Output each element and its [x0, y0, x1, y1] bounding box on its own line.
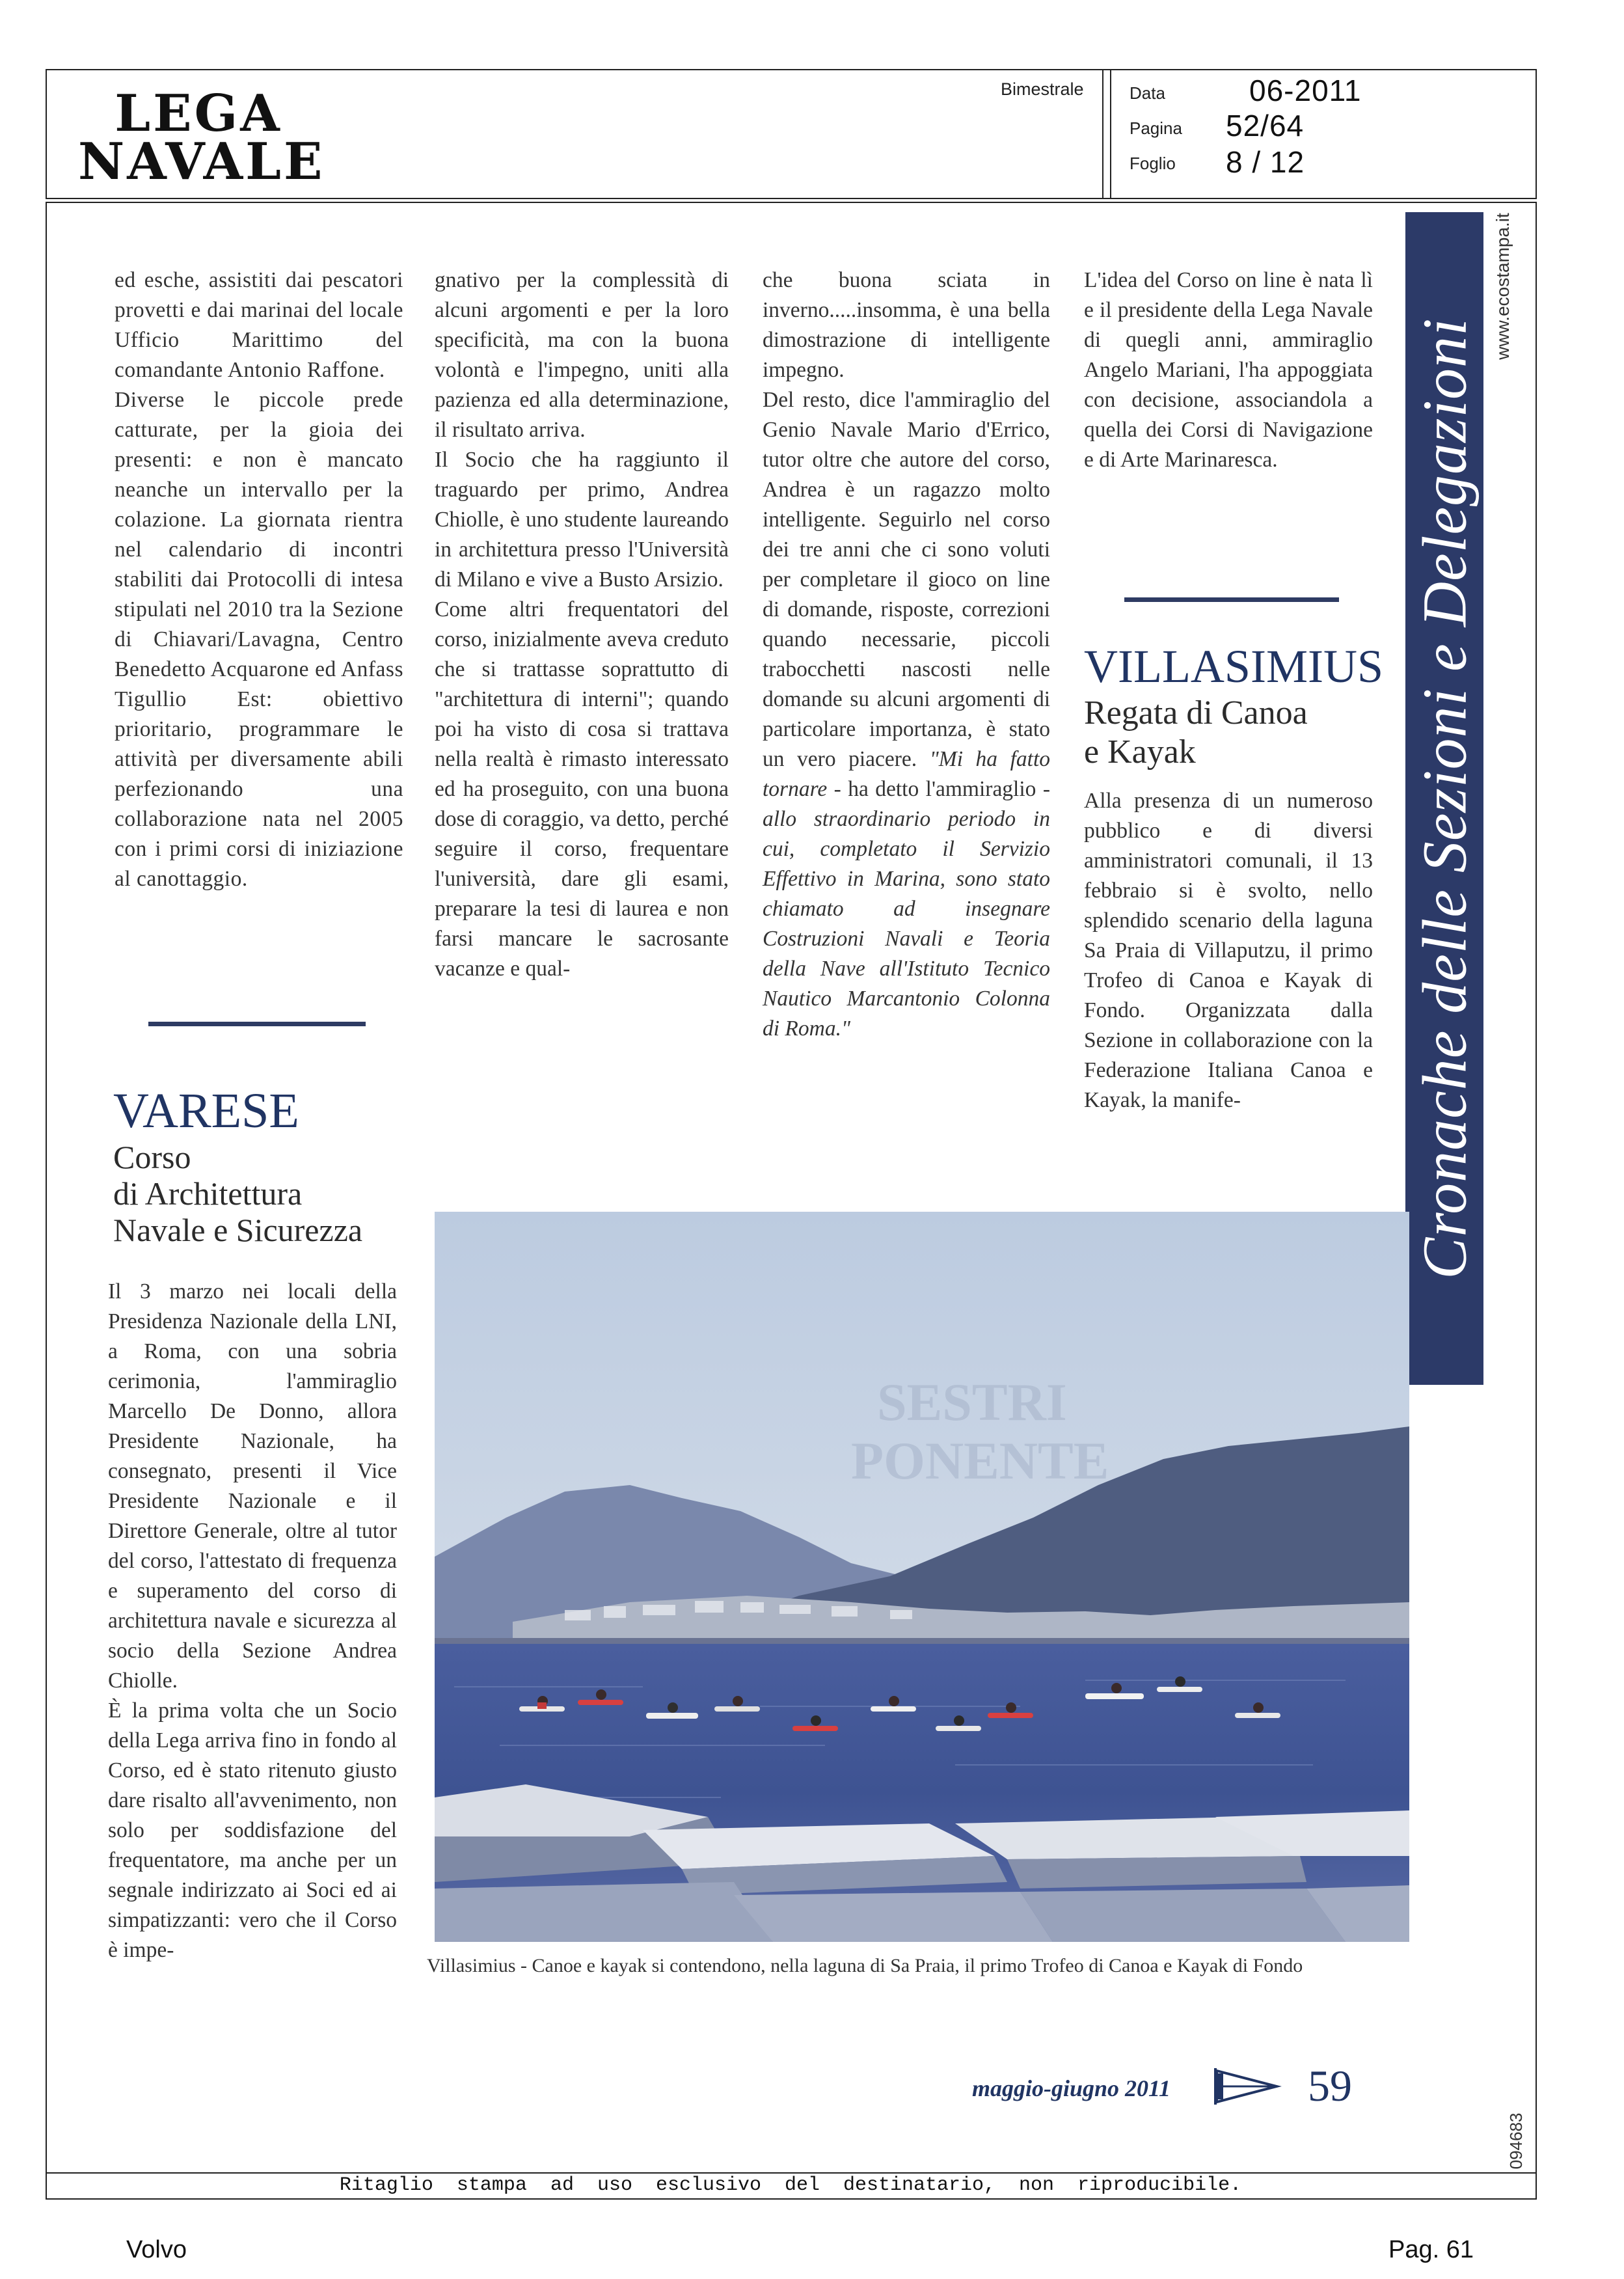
col2-para-3: Come altri frequentatori del corso, inizialmente aveva creduto che si trattasse soprattutto di "architettura di interni"; quando poi ha visto di cosa si trattava nella realtà è rimasto interessato ed ha proseguito, con una buona dose di coraggio, va detto, perché seguire il corso, frequentare l'università, dare gli esami, preparare la tesi di laurea e non farsi mancare le sacrosante vacanze e qual-	[435, 597, 729, 981]
varese-subtitle-line-2: di Architettura	[113, 1175, 303, 1212]
col1-para-2: Diverse le piccole prede catturate, per la gioia dei presenti: e non è mancato neanche un intervallo per la colazione. La giornata rientra nel calendario di incontri stabiliti dai Protocolli di intesa stipulati nel 2010 tra la Sezione di Chiavari/Lavagna, Centro Benedetto Acquarone ed Anfass Tigullio Est: obiettivo prioritario, programmare le attività per diversamente abili perfezionando una collaborazione nata nel 2005 con i primi corsi di iniziazione al canottaggio.	[115, 388, 403, 891]
column-2	[435, 266, 729, 984]
separator-rule-villasimius	[1124, 597, 1339, 602]
data-label: Data	[1130, 83, 1165, 103]
side-code-text: 094683	[1506, 2112, 1526, 2170]
column-4	[1084, 266, 1373, 475]
col4-para-1: L'idea del Corso on line è nata lì e il presidente della Lega Navale di quegli anni, ammiraglio Angelo Mariani, l'ha appoggiata con decisione, associandola a quella dei Corsi di Navigazione e di Arte Marinaresca.	[1084, 268, 1373, 472]
col3-para-2-text: Del resto, dice l'ammiraglio del Genio Navale Mario d'Errico, tutor oltre che autore del corso, Andrea è un ragazzo molto intelligente. Seguirlo nel corso dei tre anni che ci sono voluti per completare il gioco on line di domande, risposte, correzioni quando necessarie, piccoli trabocchetti nascosti nelle domande su alcuni argomenti di particolare importanza, è stato un vero piacere.	[763, 388, 1050, 771]
varese-body-para-2: È la prima volta che un Socio della Lega arriva fino in fondo al Corso, ed è stato ritenuto giusto dare risalto all'avvenimento, non solo per soddisfazione del frequentatore, ma anche per un segnale indirizzato ai Soci ed ai simpatizzanti: vero che il Corso è impe-	[108, 1699, 397, 1962]
masthead-line-1: LEGA	[115, 84, 282, 143]
varese-body	[108, 1277, 397, 1965]
side-url	[1493, 189, 1516, 384]
pagina-value: 52/64	[1226, 109, 1305, 143]
col3-quote-end: allo straordinario periodo in cui, completato il Servizio Effettivo in Marina, sono stato chiamato ad insegnare Costruzioni Navali e Teoria della Nave all'Istituto Tecnico Nautico Marcantonio Colonna di Roma."	[763, 807, 1050, 1041]
foglio-label: Foglio	[1130, 154, 1176, 173]
separator-rule-varese	[148, 1022, 366, 1026]
villasimius-subtitle-line-2: e Kayak	[1084, 733, 1196, 771]
data-value: 06-2011	[1249, 74, 1362, 107]
varese-subtitle	[113, 1139, 362, 1248]
page-label: Pag. 61	[1388, 2236, 1474, 2263]
masthead-logo	[78, 84, 325, 192]
column-3	[763, 266, 1050, 1044]
pagina-label: Pagina	[1130, 118, 1182, 138]
col3-quote-start: "Mi ha fatto tornare	[763, 747, 1051, 801]
varese-subtitle-line-1: Corso	[113, 1139, 191, 1175]
villasimius-subtitle	[1084, 694, 1308, 772]
col3-para-1: che buona sciata in inverno.....insomma, è una bella dimostrazione di intelligente impegno.	[763, 268, 1050, 382]
lagoon-photo	[435, 1212, 1409, 1942]
svg-text:SESTRI: SESTRI	[877, 1372, 1067, 1432]
svg-text:PONENTE: PONENTE	[851, 1431, 1109, 1490]
varese-subtitle-line-3: Navale e Sicurezza	[113, 1212, 363, 1248]
section-banner	[1405, 212, 1483, 1385]
varese-body-para-1: Il 3 marzo nei locali della Presidenza Nazionale della LNI, a Roma, con una sobria cerimonia, l'ammiraglio Marcello De Donno, allora Presidente Nazionale, ha consegnato, presenti il Vice Presidente Nazionale e il Direttore Generale, oltre al tutor del corso, l'attestato di frequenza e superamento del corso di architettura navale e sicurezza al socio della Sezione Andrea Chiolle.	[108, 1279, 397, 1693]
villasimius-body-para: Alla presenza di un numeroso pubblico e di diversi amministratori comunali, il 13 febbraio si è svolto, nello splendido scenario della laguna Sa Praia di Villaputzu, il primo Trofeo di Canoa e Kayak di Fondo. Organizzata dalla Sezione in collaborazione con la Federazione Italiana Canoa e Kayak, la manife-	[1084, 789, 1373, 1112]
photo-caption: Villasimius - Canoe e kayak si contendono, nella laguna di Sa Praia, il primo Trofeo di Canoa e Kayak di Fondo	[427, 1955, 1303, 1976]
col2-para-1: gnativo per la complessità di alcuni argomenti e per la loro specificità, ma con la buona volontà e l'impegno, uniti alla pazienza ed alla determinazione, il risultato arriva.	[435, 268, 729, 442]
pennant-icon	[1211, 2067, 1283, 2106]
lagoon-photo-image	[435, 1212, 1409, 1942]
masthead-line-2: NAVALE	[78, 132, 325, 192]
villasimius-subtitle-line-1: Regata di Canoa	[1084, 694, 1308, 731]
frequency-label: Bimestrale	[1001, 79, 1084, 99]
col3-para-2	[763, 385, 1050, 1044]
col3-quote-attribution: - ha detto l'ammiraglio -	[827, 777, 1050, 801]
section-banner-text: Cronache delle Sezioni e Delegazioni	[1409, 318, 1480, 1279]
side-url-text: www.ecostampa.it	[1493, 213, 1513, 360]
header-divider-right	[1110, 69, 1111, 198]
col2-para-2: Il Socio che ha raggiunto il traguardo per primo, Andrea Chiolle, è uno studente laureando in architettura presso l'Università di Milano e vive a Busto Arsizio.	[435, 448, 729, 592]
villasimius-title: VILLASIMIUS	[1084, 640, 1383, 692]
col1-para-1: ed esche, assistiti dai pescatori provetti e dai marinai del locale Ufficio Marittimo del comandante Antonio Raffone.	[115, 268, 403, 382]
villasimius-body	[1084, 786, 1373, 1115]
column-1	[115, 266, 403, 894]
disclaimer: Ritaglio stampa ad uso esclusivo del destinatario, non riproducibile.	[339, 2174, 1242, 2196]
page-number: 59	[1308, 2061, 1352, 2110]
client-name: Volvo	[126, 2236, 187, 2263]
varese-title: VARESE	[113, 1084, 299, 1138]
foglio-value: 8 / 12	[1226, 145, 1305, 179]
issue-date: maggio-giugno 2011	[972, 2075, 1171, 2101]
header-divider-left	[1102, 69, 1103, 198]
